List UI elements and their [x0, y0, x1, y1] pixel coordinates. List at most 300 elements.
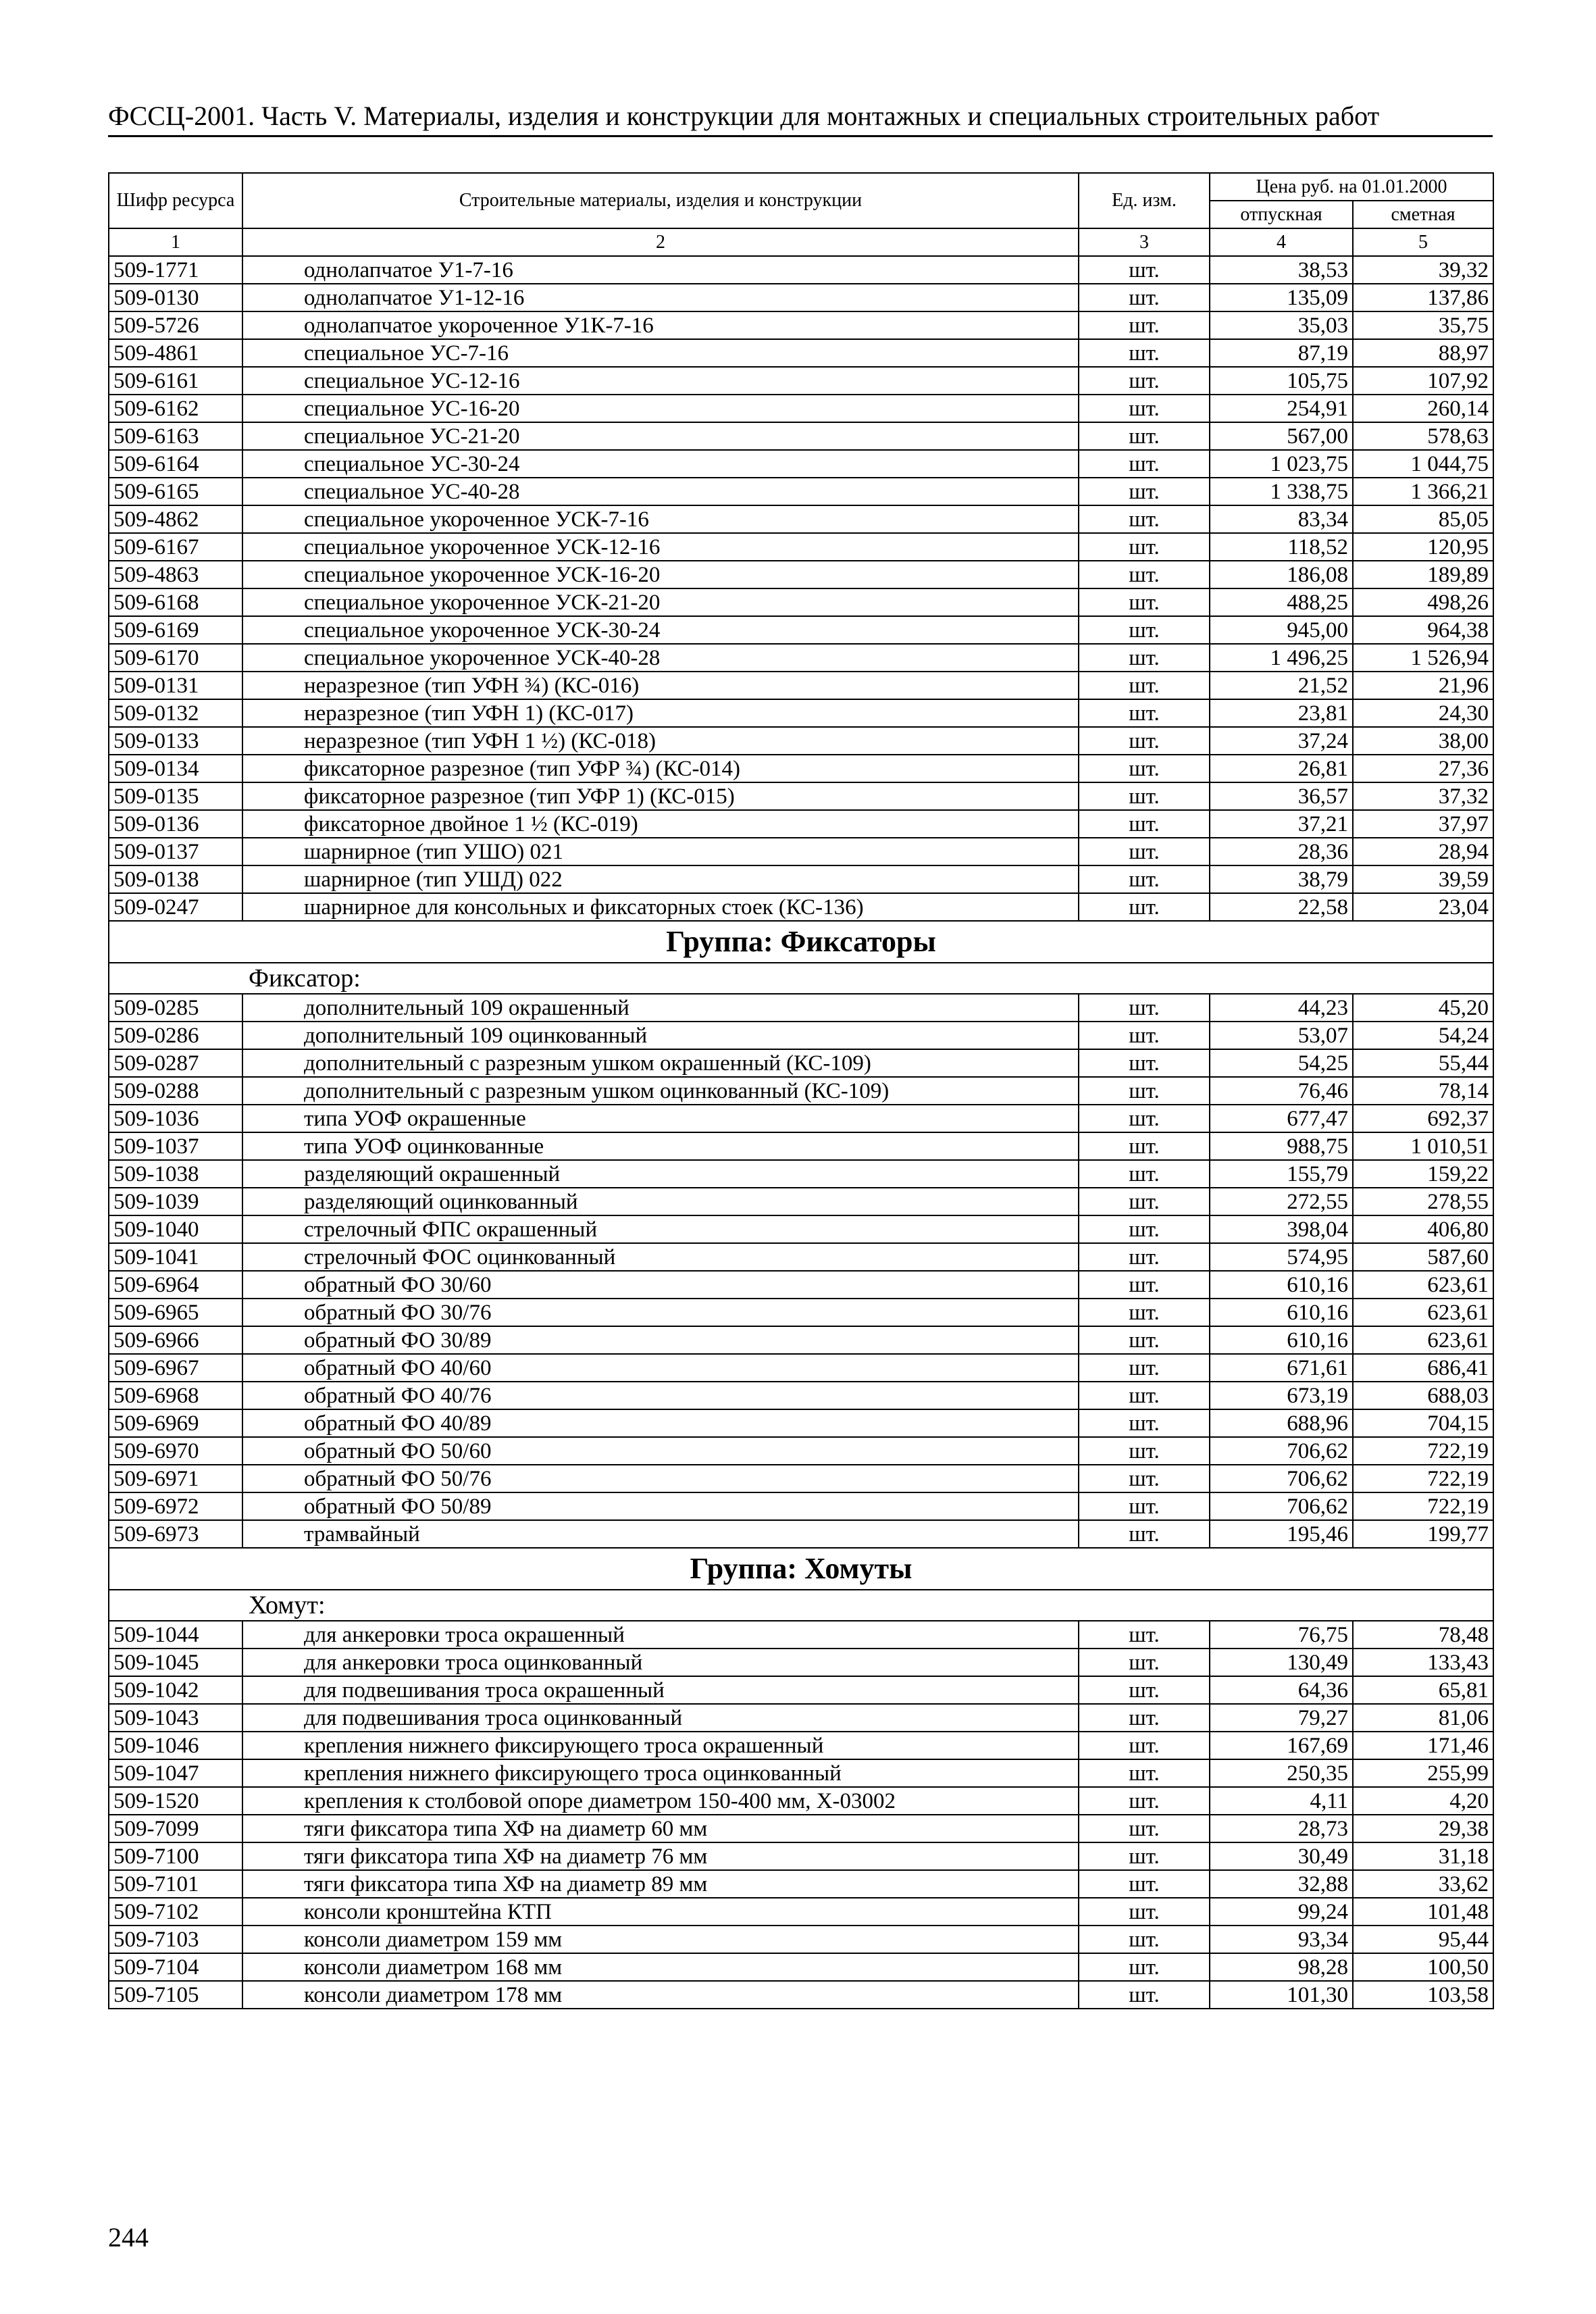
resource-code: 509-1046: [109, 1732, 242, 1759]
release-price: 79,27: [1210, 1704, 1353, 1732]
release-price: 28,36: [1210, 838, 1353, 865]
estimate-price: 24,30: [1353, 699, 1493, 727]
table-row: [109, 1215, 1493, 1243]
material-name: для анкеровки троса окрашенный: [242, 1621, 1079, 1649]
release-price: 101,30: [1210, 1981, 1353, 2009]
resource-code: 509-0135: [109, 782, 242, 810]
release-price: 32,88: [1210, 1870, 1353, 1898]
unit-of-measure: шт.: [1079, 782, 1210, 810]
table-row: [109, 994, 1493, 1022]
estimate-price: 21,96: [1353, 672, 1493, 699]
unit-of-measure: шт.: [1079, 1870, 1210, 1898]
table-row: [109, 284, 1493, 311]
release-price: 610,16: [1210, 1326, 1353, 1354]
material-name: специальное УС-30-24: [242, 450, 1079, 478]
column-number: 4: [1210, 228, 1353, 256]
resource-code: 509-7101: [109, 1870, 242, 1898]
resource-code: 509-1039: [109, 1188, 242, 1215]
material-name: специальное укороченное УСК-40-28: [242, 644, 1079, 672]
release-price: 706,62: [1210, 1465, 1353, 1492]
table-row: [109, 256, 1493, 284]
table-row: [109, 1704, 1493, 1732]
release-price: 706,62: [1210, 1437, 1353, 1465]
table-row: [109, 1759, 1493, 1787]
material-name: обратный ФО 40/60: [242, 1354, 1079, 1382]
table-row: [109, 1842, 1493, 1870]
release-price: 186,08: [1210, 561, 1353, 588]
estimate-price: 189,89: [1353, 561, 1493, 588]
material-name: крепления нижнего фиксирующего троса окрашенный: [242, 1732, 1079, 1759]
estimate-price: 137,86: [1353, 284, 1493, 311]
table-row: [109, 1299, 1493, 1326]
estimate-price: 623,61: [1353, 1299, 1493, 1326]
resource-code: 509-0136: [109, 810, 242, 838]
release-price: 93,34: [1210, 1926, 1353, 1953]
unit-of-measure: шт.: [1079, 1409, 1210, 1437]
release-price: 574,95: [1210, 1243, 1353, 1271]
estimate-price: 45,20: [1353, 994, 1493, 1022]
material-name: специальное УС-21-20: [242, 422, 1079, 450]
resource-code: 509-0132: [109, 699, 242, 727]
release-price: 1 496,25: [1210, 644, 1353, 672]
release-price: 706,62: [1210, 1492, 1353, 1520]
unit-of-measure: шт.: [1079, 367, 1210, 395]
release-price: 195,46: [1210, 1520, 1353, 1548]
unit-of-measure: шт.: [1079, 1077, 1210, 1105]
unit-of-measure: шт.: [1079, 1815, 1210, 1842]
material-name: специальное укороченное УСК-12-16: [242, 533, 1079, 561]
unit-of-measure: шт.: [1079, 1354, 1210, 1382]
release-price: 21,52: [1210, 672, 1353, 699]
material-name: дополнительный с разрезным ушком оцинкованный (КС-109): [242, 1077, 1079, 1105]
material-name: фиксаторное двойное 1 ½ (КС-019): [242, 810, 1079, 838]
table-row: [109, 1077, 1493, 1105]
release-price: 22,58: [1210, 893, 1353, 921]
resource-code: 509-7100: [109, 1842, 242, 1870]
release-price: 99,24: [1210, 1898, 1353, 1926]
release-price: 54,25: [1210, 1049, 1353, 1077]
release-price: 673,19: [1210, 1382, 1353, 1409]
estimate-price: 31,18: [1353, 1842, 1493, 1870]
resource-code: 509-6163: [109, 422, 242, 450]
material-name: дополнительный с разрезным ушком окрашенный (КС-109): [242, 1049, 1079, 1077]
material-name: специальное укороченное УСК-30-24: [242, 616, 1079, 644]
unit-of-measure: шт.: [1079, 672, 1210, 699]
table-row: [109, 533, 1493, 561]
table-row: [109, 644, 1493, 672]
table-row: [109, 478, 1493, 505]
resource-code: 509-1043: [109, 1704, 242, 1732]
estimate-price: 107,92: [1353, 367, 1493, 395]
table-row: [109, 1815, 1493, 1842]
resource-code: 509-6162: [109, 395, 242, 422]
release-price: 4,11: [1210, 1787, 1353, 1815]
estimate-price: 23,04: [1353, 893, 1493, 921]
material-name: тяги фиксатора типа ХФ на диаметр 89 мм: [242, 1870, 1079, 1898]
resource-code: 509-5726: [109, 311, 242, 339]
material-name: обратный ФО 30/60: [242, 1271, 1079, 1299]
column-number: 3: [1079, 228, 1210, 256]
estimate-price: 722,19: [1353, 1492, 1493, 1520]
estimate-price: 54,24: [1353, 1022, 1493, 1049]
material-name: шарнирное (тип УШО) 021: [242, 838, 1079, 865]
unit-of-measure: шт.: [1079, 1326, 1210, 1354]
unit-of-measure: шт.: [1079, 1676, 1210, 1704]
resource-code: 509-6973: [109, 1520, 242, 1548]
material-name: для подвешивания троса окрашенный: [242, 1676, 1079, 1704]
table-row: [109, 672, 1493, 699]
release-price: 37,21: [1210, 810, 1353, 838]
material-name: неразрезное (тип УФН 1) (КС-017): [242, 699, 1079, 727]
release-price: 567,00: [1210, 422, 1353, 450]
unit-of-measure: шт.: [1079, 1465, 1210, 1492]
unit-of-measure: шт.: [1079, 1926, 1210, 1953]
material-name: консоли кронштейна КТП: [242, 1898, 1079, 1926]
table-row: [109, 810, 1493, 838]
estimate-price: 623,61: [1353, 1326, 1493, 1354]
table-row: [109, 1105, 1493, 1132]
header-price-group: Цена руб. на 01.01.2000: [1210, 173, 1493, 201]
header-release: отпускная: [1210, 201, 1353, 228]
resource-code: 509-7102: [109, 1898, 242, 1926]
estimate-price: 37,32: [1353, 782, 1493, 810]
resource-code: 509-7105: [109, 1981, 242, 2009]
header-code: Шифр ресурса: [109, 173, 242, 228]
resource-code: 509-6972: [109, 1492, 242, 1520]
release-price: 30,49: [1210, 1842, 1353, 1870]
group-subtitle: Хомут:: [109, 1590, 1493, 1621]
resource-code: 509-6161: [109, 367, 242, 395]
table-row: [109, 1326, 1493, 1354]
material-name: для подвешивания троса оцинкованный: [242, 1704, 1079, 1732]
release-price: 1 023,75: [1210, 450, 1353, 478]
material-name: тяги фиксатора типа ХФ на диаметр 60 мм: [242, 1815, 1079, 1842]
release-price: 23,81: [1210, 699, 1353, 727]
unit-of-measure: шт.: [1079, 561, 1210, 588]
table-row: [109, 1409, 1493, 1437]
resource-code: 509-0286: [109, 1022, 242, 1049]
release-price: 677,47: [1210, 1105, 1353, 1132]
estimate-price: 103,58: [1353, 1981, 1493, 2009]
material-name: специальное укороченное УСК-21-20: [242, 588, 1079, 616]
group-title-row: [109, 1548, 1493, 1590]
unit-of-measure: шт.: [1079, 1105, 1210, 1132]
unit-of-measure: шт.: [1079, 1271, 1210, 1299]
unit-of-measure: шт.: [1079, 616, 1210, 644]
release-price: 118,52: [1210, 533, 1353, 561]
unit-of-measure: шт.: [1079, 1842, 1210, 1870]
page-title: ФССЦ-2001. Часть V. Материалы, изделия и конструкции для монтажных и специальных строительных работ: [108, 100, 1493, 137]
estimate-price: 37,97: [1353, 810, 1493, 838]
table-row: [109, 755, 1493, 782]
table-row: [109, 727, 1493, 755]
estimate-price: 28,94: [1353, 838, 1493, 865]
table-row: [109, 1981, 1493, 2009]
table-row: [109, 450, 1493, 478]
unit-of-measure: шт.: [1079, 588, 1210, 616]
resource-code: 509-1771: [109, 256, 242, 284]
resource-code: 509-1041: [109, 1243, 242, 1271]
unit-of-measure: шт.: [1079, 838, 1210, 865]
column-number: 2: [242, 228, 1079, 256]
resource-code: 509-7099: [109, 1815, 242, 1842]
resource-code: 509-1038: [109, 1160, 242, 1188]
unit-of-measure: шт.: [1079, 1759, 1210, 1787]
estimate-price: 78,14: [1353, 1077, 1493, 1105]
header-name: Строительные материалы, изделия и конструкции: [242, 173, 1079, 228]
material-name: фиксаторное разрезное (тип УФР ¾) (КС-014): [242, 755, 1079, 782]
release-price: 671,61: [1210, 1354, 1353, 1382]
material-name: однолапчатое У1-7-16: [242, 256, 1079, 284]
unit-of-measure: шт.: [1079, 699, 1210, 727]
table-row: [109, 1732, 1493, 1759]
page-number: 244: [108, 2222, 149, 2253]
group-subtitle: Фиксатор:: [109, 963, 1493, 994]
estimate-price: 88,97: [1353, 339, 1493, 367]
resource-code: 509-1520: [109, 1787, 242, 1815]
unit-of-measure: шт.: [1079, 1215, 1210, 1243]
resource-code: 509-4861: [109, 339, 242, 367]
estimate-price: 255,99: [1353, 1759, 1493, 1787]
material-name: фиксаторное разрезное (тип УФР 1) (КС-015): [242, 782, 1079, 810]
resource-code: 509-6967: [109, 1354, 242, 1382]
column-number: 1: [109, 228, 242, 256]
unit-of-measure: шт.: [1079, 1732, 1210, 1759]
table-row: [109, 339, 1493, 367]
material-name: специальное УС-12-16: [242, 367, 1079, 395]
unit-of-measure: шт.: [1079, 1981, 1210, 2009]
estimate-price: 171,46: [1353, 1732, 1493, 1759]
table-row: [109, 782, 1493, 810]
material-name: шарнирное для консольных и фиксаторных стоек (КС-136): [242, 893, 1079, 921]
resource-code: 509-0137: [109, 838, 242, 865]
unit-of-measure: шт.: [1079, 505, 1210, 533]
estimate-price: 78,48: [1353, 1621, 1493, 1649]
table-row: [109, 1354, 1493, 1382]
table-row: [109, 1870, 1493, 1898]
release-price: 155,79: [1210, 1160, 1353, 1188]
release-price: 28,73: [1210, 1815, 1353, 1842]
material-name: крепления к столбовой опоре диаметром 150-400 мм, Х-03002: [242, 1787, 1079, 1815]
table-row: [109, 1649, 1493, 1676]
table-row: [109, 699, 1493, 727]
release-price: 488,25: [1210, 588, 1353, 616]
estimate-price: 39,59: [1353, 865, 1493, 893]
unit-of-measure: шт.: [1079, 644, 1210, 672]
table-row: [109, 1787, 1493, 1815]
unit-of-measure: шт.: [1079, 284, 1210, 311]
material-name: специальное УС-16-20: [242, 395, 1079, 422]
release-price: 64,36: [1210, 1676, 1353, 1704]
release-price: 35,03: [1210, 311, 1353, 339]
resource-code: 509-1044: [109, 1621, 242, 1649]
estimate-price: 278,55: [1353, 1188, 1493, 1215]
release-price: 36,57: [1210, 782, 1353, 810]
unit-of-measure: шт.: [1079, 1704, 1210, 1732]
release-price: 398,04: [1210, 1215, 1353, 1243]
unit-of-measure: шт.: [1079, 422, 1210, 450]
column-number: 5: [1353, 228, 1493, 256]
table-row: [109, 1676, 1493, 1704]
material-name: обратный ФО 30/89: [242, 1326, 1079, 1354]
resource-code: 509-0133: [109, 727, 242, 755]
unit-of-measure: шт.: [1079, 256, 1210, 284]
group-title: Группа: Фиксаторы: [109, 921, 1493, 963]
resource-code: 509-0131: [109, 672, 242, 699]
table-row: [109, 1926, 1493, 1953]
header-estimate: сметная: [1353, 201, 1493, 228]
resource-code: 509-6170: [109, 644, 242, 672]
table-row: [109, 1271, 1493, 1299]
estimate-price: 623,61: [1353, 1271, 1493, 1299]
group-subtitle-row: [109, 963, 1493, 994]
material-name: консоли диаметром 178 мм: [242, 1981, 1079, 2009]
resource-code: 509-6970: [109, 1437, 242, 1465]
material-name: специальное УС-7-16: [242, 339, 1079, 367]
table-row: [109, 1188, 1493, 1215]
resource-code: 509-6167: [109, 533, 242, 561]
unit-of-measure: шт.: [1079, 533, 1210, 561]
table-row: [109, 865, 1493, 893]
estimate-price: 120,95: [1353, 533, 1493, 561]
estimate-price: 692,37: [1353, 1105, 1493, 1132]
table-row: [109, 838, 1493, 865]
estimate-price: 688,03: [1353, 1382, 1493, 1409]
release-price: 610,16: [1210, 1271, 1353, 1299]
resource-code: 509-1036: [109, 1105, 242, 1132]
table-row: [109, 1132, 1493, 1160]
unit-of-measure: шт.: [1079, 1953, 1210, 1981]
material-name: обратный ФО 40/76: [242, 1382, 1079, 1409]
unit-of-measure: шт.: [1079, 727, 1210, 755]
material-name: трамвайный: [242, 1520, 1079, 1548]
release-price: 945,00: [1210, 616, 1353, 644]
resource-code: 509-0130: [109, 284, 242, 311]
unit-of-measure: шт.: [1079, 395, 1210, 422]
material-name: обратный ФО 30/76: [242, 1299, 1079, 1326]
resource-code: 509-4862: [109, 505, 242, 533]
estimate-price: 159,22: [1353, 1160, 1493, 1188]
estimate-price: 686,41: [1353, 1354, 1493, 1382]
table-row: [109, 893, 1493, 921]
table-row: [109, 1022, 1493, 1049]
resource-code: 509-1037: [109, 1132, 242, 1160]
estimate-price: 704,15: [1353, 1409, 1493, 1437]
table-header: [109, 173, 1493, 256]
unit-of-measure: шт.: [1079, 1188, 1210, 1215]
resource-code: 509-7103: [109, 1926, 242, 1953]
release-price: 87,19: [1210, 339, 1353, 367]
release-price: 988,75: [1210, 1132, 1353, 1160]
group-subtitle-row: [109, 1590, 1493, 1621]
release-price: 1 338,75: [1210, 478, 1353, 505]
material-name: консоли диаметром 159 мм: [242, 1926, 1079, 1953]
material-name: неразрезное (тип УФН ¾) (КС-016): [242, 672, 1079, 699]
resource-code: 509-7104: [109, 1953, 242, 1981]
table-row: [109, 1243, 1493, 1271]
unit-of-measure: шт.: [1079, 478, 1210, 505]
unit-of-measure: шт.: [1079, 1649, 1210, 1676]
release-price: 38,79: [1210, 865, 1353, 893]
table-row: [109, 588, 1493, 616]
header-unit: Ед. изм.: [1079, 173, 1210, 228]
material-name: обратный ФО 40/89: [242, 1409, 1079, 1437]
estimate-price: 29,38: [1353, 1815, 1493, 1842]
estimate-price: 38,00: [1353, 727, 1493, 755]
unit-of-measure: шт.: [1079, 1299, 1210, 1326]
material-name: стрелочный ФПС окрашенный: [242, 1215, 1079, 1243]
unit-of-measure: шт.: [1079, 1492, 1210, 1520]
unit-of-measure: шт.: [1079, 865, 1210, 893]
table-row: [109, 395, 1493, 422]
table-row: [109, 561, 1493, 588]
material-name: для анкеровки троса оцинкованный: [242, 1649, 1079, 1676]
resource-code: 509-6964: [109, 1271, 242, 1299]
resource-code: 509-0247: [109, 893, 242, 921]
release-price: 130,49: [1210, 1649, 1353, 1676]
table-body: [109, 256, 1493, 2009]
material-name: обратный ФО 50/89: [242, 1492, 1079, 1520]
estimate-price: 4,20: [1353, 1787, 1493, 1815]
table-row: [109, 422, 1493, 450]
unit-of-measure: шт.: [1079, 1022, 1210, 1049]
table-row: [109, 1160, 1493, 1188]
material-name: специальное укороченное УСК-7-16: [242, 505, 1079, 533]
table-row: [109, 1492, 1493, 1520]
group-title-row: [109, 921, 1493, 963]
estimate-price: 722,19: [1353, 1437, 1493, 1465]
estimate-price: 100,50: [1353, 1953, 1493, 1981]
estimate-price: 65,81: [1353, 1676, 1493, 1704]
unit-of-measure: шт.: [1079, 1243, 1210, 1271]
unit-of-measure: шт.: [1079, 1621, 1210, 1649]
estimate-price: 1 366,21: [1353, 478, 1493, 505]
release-price: 610,16: [1210, 1299, 1353, 1326]
resource-code: 509-6165: [109, 478, 242, 505]
material-name: дополнительный 109 окрашенный: [242, 994, 1079, 1022]
estimate-price: 39,32: [1353, 256, 1493, 284]
estimate-price: 578,63: [1353, 422, 1493, 450]
release-price: 53,07: [1210, 1022, 1353, 1049]
table-row: [109, 1049, 1493, 1077]
material-name: тяги фиксатора типа ХФ на диаметр 76 мм: [242, 1842, 1079, 1870]
estimate-price: 722,19: [1353, 1465, 1493, 1492]
resource-code: 509-1047: [109, 1759, 242, 1787]
material-name: консоли диаметром 168 мм: [242, 1953, 1079, 1981]
material-name: типа УОФ оцинкованные: [242, 1132, 1079, 1160]
unit-of-measure: шт.: [1079, 994, 1210, 1022]
resource-code: 509-0285: [109, 994, 242, 1022]
resource-code: 509-0287: [109, 1049, 242, 1077]
table-row: [109, 1437, 1493, 1465]
table-row: [109, 311, 1493, 339]
release-price: 76,46: [1210, 1077, 1353, 1105]
estimate-price: 133,43: [1353, 1649, 1493, 1676]
unit-of-measure: шт.: [1079, 1132, 1210, 1160]
unit-of-measure: шт.: [1079, 893, 1210, 921]
unit-of-measure: шт.: [1079, 1437, 1210, 1465]
release-price: 98,28: [1210, 1953, 1353, 1981]
release-price: 38,53: [1210, 256, 1353, 284]
table-row: [109, 1465, 1493, 1492]
group-title: Группа: Хомуты: [109, 1548, 1493, 1590]
unit-of-measure: шт.: [1079, 1898, 1210, 1926]
price-table: [108, 172, 1494, 2009]
estimate-price: 406,80: [1353, 1215, 1493, 1243]
resource-code: 509-4863: [109, 561, 242, 588]
release-price: 250,35: [1210, 1759, 1353, 1787]
estimate-price: 199,77: [1353, 1520, 1493, 1548]
